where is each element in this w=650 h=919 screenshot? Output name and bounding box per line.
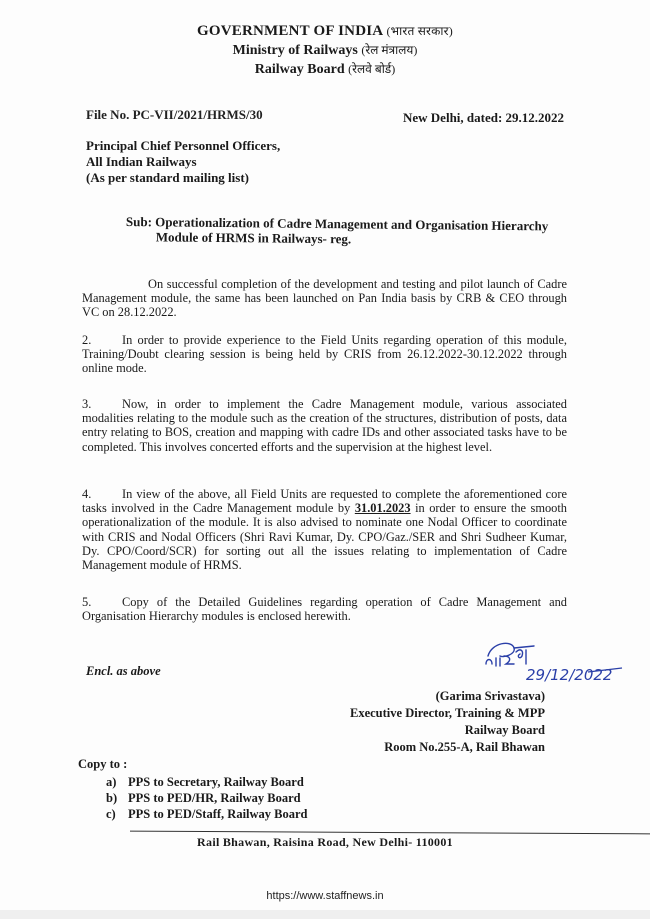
item-text: PPS to Secretary, Railway Board xyxy=(128,775,304,789)
handwritten-signature xyxy=(470,634,630,694)
item-label: a) xyxy=(106,775,117,789)
paragraph-3 xyxy=(82,397,567,454)
header-line1-hindi: (भारत सरकार) xyxy=(386,24,453,38)
source-url[interactable]: https://www.staffnews.in xyxy=(266,890,384,902)
signatory-designation: Executive Director, Training & MPP xyxy=(350,706,545,720)
paragraph-3-text: Now, in order to implement the Cadre Management module, various associated modalities relating to the module such as the creation of the structures, distribution of posts, data entry relating to BOS, creation and mapping with cadre IDs and other associated tasks have to be completed. This involves concerted efforts and the supervision at the highest level. xyxy=(82,397,567,454)
paragraph-2-text: In order to provide experience to the Field Units regarding operation of this module, Training/Doubt clearing session is being held by CRIS from 26.12.2022-30.12.2022 through online mode. xyxy=(82,333,567,376)
page-bottom-edge xyxy=(0,910,650,919)
copy-to-list xyxy=(106,774,308,822)
paragraph-5 xyxy=(82,595,567,623)
header-line2-hindi: (रेल मंत्रालय) xyxy=(361,43,418,57)
item-text: PPS to PED/HR, Railway Board xyxy=(128,791,301,805)
item-text: PPS to PED/Staff, Railway Board xyxy=(128,807,308,821)
date-line: New Delhi, dated: 29.12.2022 xyxy=(403,110,565,125)
paragraph-5-text: Copy of the Detailed Guidelines regarding operation of Cadre Management and Organisation Hierarchy modules is enclosed herewith. xyxy=(82,595,567,624)
paragraph-4-text-before: In view of the above, all Field Units are requested to complete the aforementioned core tasks involved in the Cadre Management module by xyxy=(82,487,567,516)
paragraph-4 xyxy=(82,487,567,572)
header-line2: Ministry of Railways xyxy=(232,43,358,58)
copy-to-item xyxy=(106,806,308,822)
footer-address: Rail Bhawan, Raisina Road, New Delhi- 110001 xyxy=(197,835,453,849)
signature-date: 29/12/2022 xyxy=(526,666,613,684)
item-label: b) xyxy=(106,791,118,805)
addressee-line1: Principal Chief Personnel Officers, xyxy=(86,138,281,153)
subject-line2: Module of HRMS in Railways- reg. xyxy=(155,229,352,247)
signature-icon xyxy=(470,634,630,694)
file-number: File No. PC-VII/2021/HRMS/30 xyxy=(86,107,263,122)
signatory-name: (Garima Srivastava) xyxy=(435,689,545,703)
header-line3-hindi: (रेलवे बोर्ड) xyxy=(348,62,396,76)
addressee-line2: All Indian Railways xyxy=(86,154,197,169)
subject xyxy=(126,214,596,249)
header-line1: GOVERNMENT OF INDIA xyxy=(197,23,383,39)
paragraph-number: 5. xyxy=(82,595,92,609)
paragraph-1-text: On successful completion of the development and testing and pilot launch of Cadre Management module, the same has been launched on Pan India basis by CRB & CEO through VC on 28.12.2022. xyxy=(82,277,567,320)
signatory-room: Room No.255-A, Rail Bhawan xyxy=(384,740,545,754)
deadline-date: 31.01.2023 xyxy=(354,501,411,516)
subject-line1: Sub: Operationalization of Cadre Management and Organisation Hierarchy xyxy=(125,214,549,234)
paragraph-number: 3. xyxy=(82,397,92,411)
paragraph-4-text-after: in order to ensure the smooth operationalization of the module. It is also advised to nominate one Nodal Officer to coordinate with CRIS and Nodal Officers (Shri Ravi Kumar, Dy. CPO/Gaz./SER and Shri Sudheer Kumar, Dy. CPO/Coord/SCR) for sorting out all the issues relating to implementation of Cadre Management module of HRMS. xyxy=(82,501,568,573)
addressee-line3: (As per standard mailing list) xyxy=(86,170,249,185)
addressee xyxy=(86,138,280,186)
signature-block xyxy=(330,688,545,756)
signatory-office: Railway Board xyxy=(464,723,545,737)
header-ministry xyxy=(0,41,650,59)
header-board xyxy=(0,60,650,78)
paragraph-number: 4. xyxy=(82,487,92,501)
footer-divider xyxy=(130,831,650,835)
paragraph-1 xyxy=(82,277,567,320)
enclosure-note: Encl. as above xyxy=(86,664,161,678)
header-government xyxy=(0,22,650,40)
item-label: c) xyxy=(106,807,116,821)
copy-to-item xyxy=(106,774,308,790)
header-line3: Railway Board xyxy=(254,62,345,77)
paragraph-2 xyxy=(82,333,567,376)
paragraph-number: 2. xyxy=(82,333,92,347)
copy-to-item xyxy=(106,790,308,806)
copy-to-heading: Copy to : xyxy=(78,757,128,771)
